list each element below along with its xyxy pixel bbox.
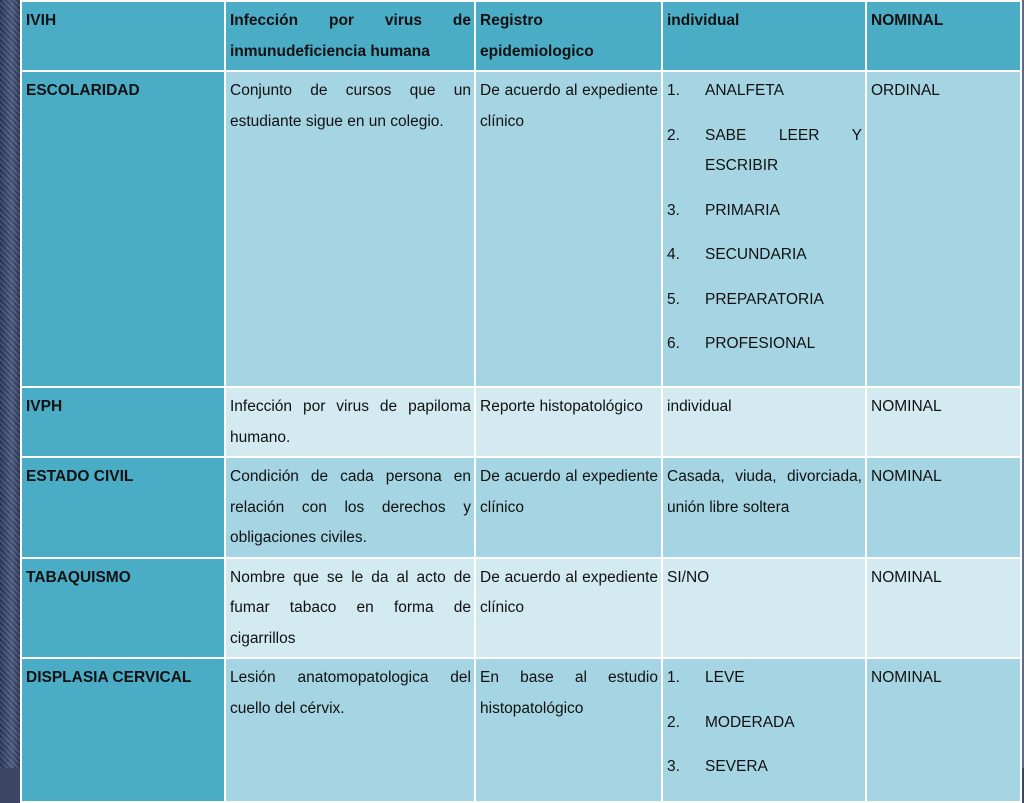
variable-source: Registro epidemiologico [475, 1, 662, 71]
list-item [667, 76, 862, 107]
option-number: 3. [667, 758, 680, 775]
option-number: 4. [667, 246, 680, 263]
option-number: 1. [667, 669, 680, 686]
list-item [667, 285, 862, 316]
list-item [667, 196, 862, 227]
variable-level: individual [662, 1, 866, 71]
list-item [667, 240, 862, 271]
table-row-tabaquismo [21, 558, 1021, 659]
variable-options-cell [662, 658, 866, 802]
option-label: ANALFETA [705, 82, 784, 99]
option-number: 2. [667, 713, 680, 731]
option-label: MODERADA [705, 713, 795, 731]
option-label: PROFESIONAL [705, 335, 816, 352]
variable-source: De acuerdo al expediente clínico [475, 558, 662, 659]
variable-definition: Infección por virus de papiloma humano. [225, 387, 475, 457]
variable-level: individual [662, 387, 866, 457]
option-label: LEVE [705, 669, 745, 686]
list-item [667, 708, 862, 739]
table-row-displasia-cervical [21, 658, 1021, 802]
option-number: 3. [667, 201, 680, 219]
variable-name: IVIH [21, 1, 225, 71]
variable-source: De acuerdo al expediente clínico [475, 457, 662, 558]
table-row-ivph [21, 387, 1021, 457]
variable-scale: NOMINAL [866, 658, 1021, 802]
decorative-side-strip [0, 0, 20, 768]
options-list [667, 663, 862, 783]
option-label: PRIMARIA [705, 201, 780, 219]
option-label: PREPARATORIA [705, 290, 824, 308]
variable-name: TABAQUISMO [21, 558, 225, 659]
option-label: SECUNDARIA [705, 246, 807, 263]
variable-name: ESCOLARIDAD [21, 71, 225, 387]
option-number: 5. [667, 290, 680, 308]
option-number: 6. [667, 335, 680, 352]
variable-level: SI/NO [662, 558, 866, 659]
list-item [667, 121, 862, 182]
option-number: 1. [667, 82, 680, 99]
table-row-estado-civil [21, 457, 1021, 558]
variable-definition: Conjunto de cursos que un estudiante sigue en un colegio. [225, 71, 475, 387]
variable-source: De acuerdo al expediente clínico [475, 71, 662, 387]
option-number: 2. [667, 126, 680, 144]
variable-name: ESTADO CIVIL [21, 457, 225, 558]
variable-source: En base al estudio histopatológico [475, 658, 662, 802]
variable-source: Reporte histopatológico [475, 387, 662, 457]
variable-definition: Nombre que se le da al acto de fumar tabaco en forma de cigarrillos [225, 558, 475, 659]
variable-name: DISPLASIA CERVICAL [21, 658, 225, 802]
list-item [667, 752, 862, 783]
list-item [667, 663, 862, 694]
option-label: SEVERA [705, 758, 768, 775]
table-row-ivih [21, 1, 1021, 71]
options-list [667, 76, 862, 360]
list-item [667, 329, 862, 360]
variable-scale: NOMINAL [866, 558, 1021, 659]
variable-scale: NOMINAL [866, 1, 1021, 71]
variable-scale: NOMINAL [866, 457, 1021, 558]
variable-definition: Infección por virus de inmunudeficiencia humana [225, 1, 475, 71]
variable-name: IVPH [21, 387, 225, 457]
variables-table [20, 0, 1022, 803]
variable-definition: Condición de cada persona en relación con los derechos y obligaciones civiles. [225, 457, 475, 558]
variable-level: Casada, viuda, divorciada, unión libre soltera [662, 457, 866, 558]
option-label: SABE LEER Y ESCRIBIR [705, 126, 862, 174]
variable-scale: NOMINAL [866, 387, 1021, 457]
variable-options-cell [662, 71, 866, 387]
variable-definition: Lesión anatomopatologica del cuello del cérvix. [225, 658, 475, 802]
variable-scale: ORDINAL [866, 71, 1021, 387]
table-row-escolaridad [21, 71, 1021, 387]
